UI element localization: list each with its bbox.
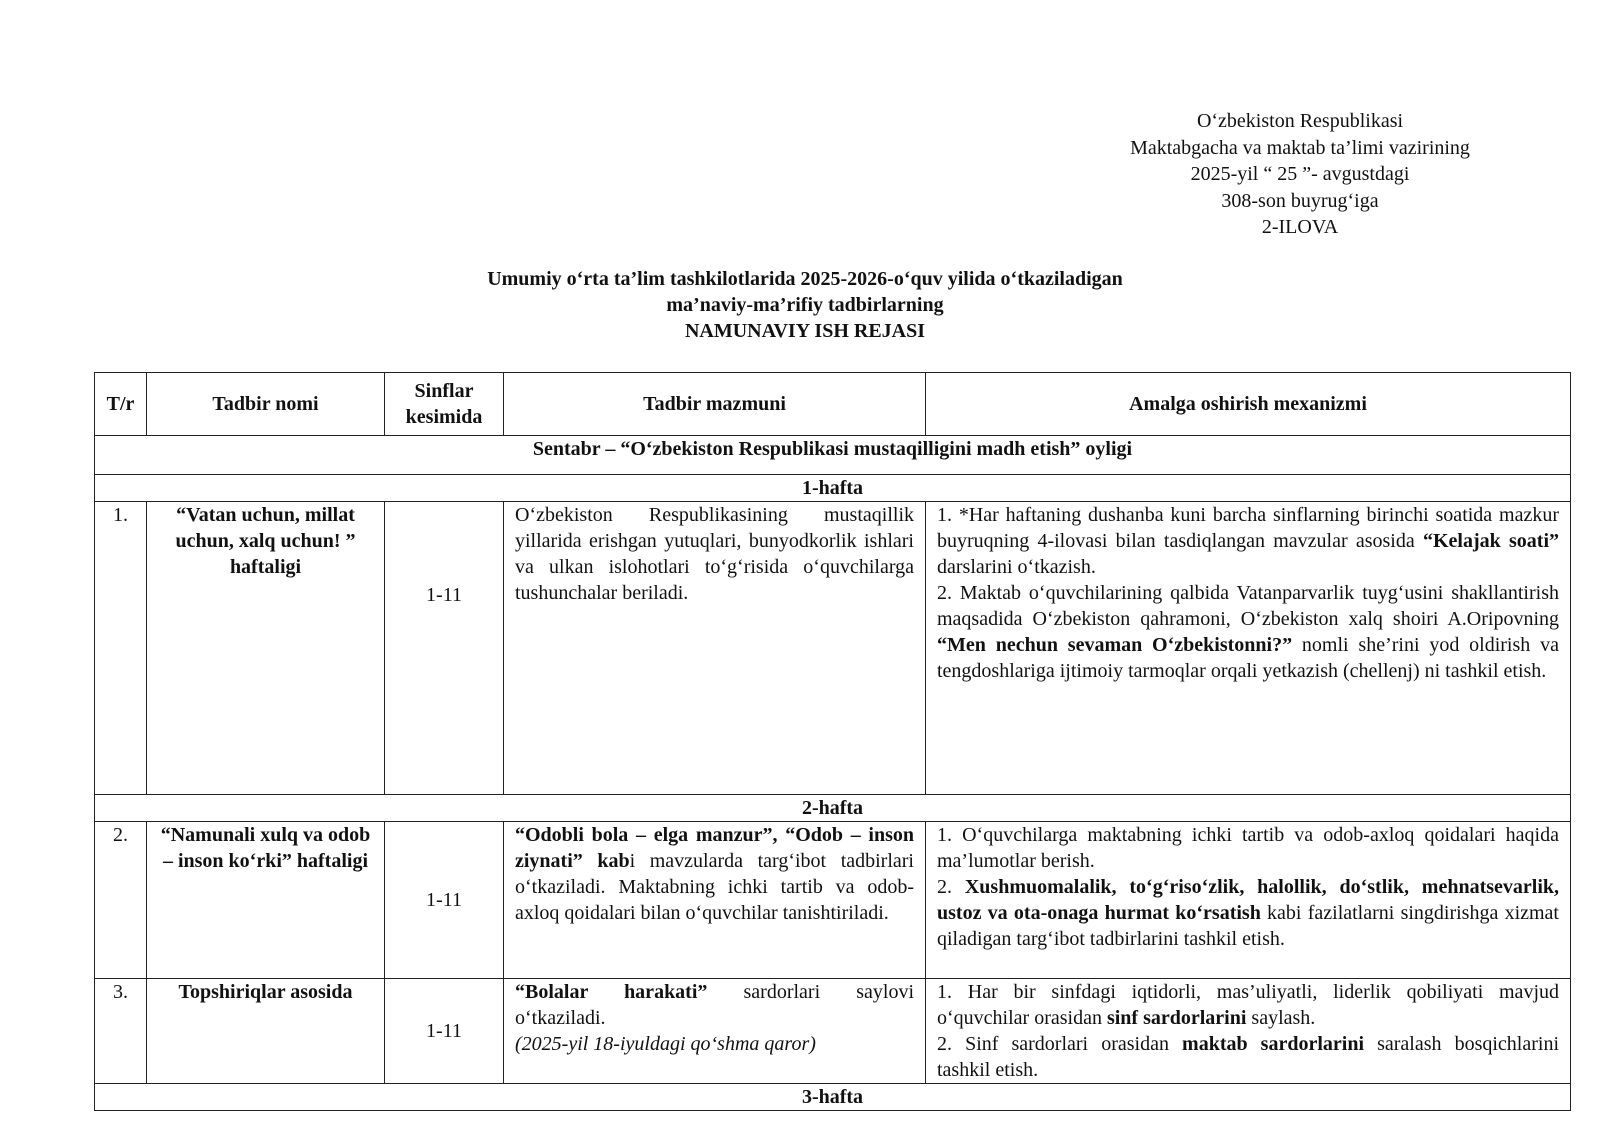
approval-line: Maktabgacha va maktab ta’limi vazirining (1130, 136, 1470, 159)
grade-range: 1-11 (385, 979, 504, 1084)
plan-table (94, 372, 1571, 1111)
title-line: Umumiy o‘rta ta’lim tashkilotlarida 2025-2026-o‘quv yilida o‘tkaziladigan (487, 268, 1123, 290)
row-number: 2. (95, 822, 147, 979)
mechanism-text: kabi fazilatlarni singdirishga xizmat qiladigan targ‘ibot tadbirlarini tashkil etish. (937, 902, 1559, 950)
mechanism-bold: Xushmuomalalik, to‘g‘riso‘zlik, halollik, do‘stlik, mehnatsevarlik, ustoz va ota-onaga hurmat ko‘rsatish (937, 876, 1560, 924)
approval-line: 2025-yil “ 25 ”- avgustdagi (1190, 163, 1410, 185)
week-label: 1-hafta (95, 475, 1571, 502)
mechanism-text: saylash. (1246, 1007, 1316, 1029)
content-italic: (2025-yil 18-iyuldagi qo‘shma qaror) (515, 1033, 816, 1055)
header-grades (385, 373, 504, 436)
event-name: Topshiriqlar asosida (147, 979, 385, 1084)
approval-line: 2-ILOVA (1261, 216, 1339, 238)
week-row (95, 1084, 1571, 1111)
week-row (95, 475, 1571, 502)
table-row (95, 979, 1571, 1084)
content-note (515, 1031, 914, 1057)
header-mechanism: Amalga oshirish mexanizmi (926, 373, 1571, 436)
header-content: Tadbir mazmuni (504, 373, 926, 436)
header-row (95, 373, 1571, 436)
row-number: 3. (95, 979, 147, 1084)
content-text: sardorlari saylovi o‘tkaziladi. (515, 981, 914, 1029)
header-num: T/r (95, 373, 147, 436)
event-content: O‘zbekiston Respublikasining mustaqillik yillarida erishgan yutuqlari, bunyodkorlik ishlari va ulkan islohotlari to‘g‘risida o‘quvchilarga tushunchalar beriladi. (504, 502, 926, 795)
event-name: “Vatan uchun, millat uchun, xalq uchun! ” haftaligi (147, 502, 385, 795)
mechanism-text: saralash bosqichlarini tashkil etish. (937, 1033, 1560, 1081)
content-bold: “Bolalar harakati” (515, 981, 708, 1003)
mechanism-text: 2. Sinf sardorlari orasidan (937, 1033, 1183, 1055)
mechanism-text: 2. Maktab o‘quvchilarining qalbida Vatanparvarlik tuyg‘usini shakllantirish maqsadida O‘zbekiston qahramoni, O‘zbekiston xalq shoiri A.Oripovning (937, 582, 1559, 630)
week-row (95, 795, 1571, 822)
grade-range: 1-11 (385, 822, 504, 979)
mechanism-text: 2. (937, 876, 965, 898)
document-title (400, 266, 1210, 344)
approval-stamp (1080, 108, 1520, 241)
mechanism-item (937, 580, 1559, 684)
mechanism-text: 1. Har bir sinfdagi iqtidorli, mas’uliyatli, liderlik qobiliyati mavjud o‘quvchilar orasidan (937, 981, 1559, 1029)
approval-line: O‘zbekiston Respublikasi (1196, 110, 1404, 132)
mechanism-bold: sinf sardorlarini (1106, 1007, 1247, 1029)
event-mechanism (926, 979, 1571, 1084)
content-text: i mavzularda targ‘ibot tadbirlari o‘tkaziladi. Maktabning ichki tartib va odob-axloq qoidalari bilan o‘quvchilar tanishtiriladi. (515, 850, 914, 924)
event-mechanism (926, 822, 1571, 979)
mechanism-item (937, 979, 1559, 1031)
mechanism-bold: “Men nechun sevaman O‘zbekistonni?” (937, 634, 1293, 656)
mechanism-bold: maktab sardorlarini (1182, 1033, 1365, 1055)
mechanism-text: nomli she’rini yod oldirish va tengdoshlariga ijtimoiy tarmoqlar orqali yetkazish (chellenj) ni tashkil etish. (937, 634, 1559, 682)
week-label: 3-hafta (95, 1084, 1571, 1111)
row-number: 1. (95, 502, 147, 795)
table-row (95, 502, 1571, 795)
title-line: ma’naviy-ma’rifiy tadbirlarning (666, 294, 944, 316)
mechanism-item (937, 874, 1559, 952)
mechanism-item (937, 502, 1559, 580)
content-bold: “Odobli bola – elga manzur”, “Odob – inson ziynati” kab (515, 824, 914, 872)
content-item (515, 979, 914, 1031)
event-content (504, 979, 926, 1084)
event-content (504, 822, 926, 979)
section-row (95, 436, 1571, 475)
mechanism-item: 1. O‘quvchilarga maktabning ichki tartib va odob-axloq qoidalari haqida ma’lumotlar berish. (937, 824, 1559, 872)
event-mechanism (926, 502, 1571, 795)
mechanism-bold: “Kelajak soati” (1422, 530, 1559, 552)
table-row (95, 822, 1571, 979)
header-name: Tadbir nomi (147, 373, 385, 436)
mechanism-text: darslarini o‘tkazish. (937, 556, 1096, 578)
week-label: 2-hafta (95, 795, 1571, 822)
mechanism-item (937, 1031, 1559, 1083)
header-grades-line: kesimida (405, 406, 483, 428)
header-grades-line: Sinflar (414, 380, 474, 402)
mechanism-text: 1. *Har haftaning dushanba kuni barcha sinflarning birinchi soatida mazkur buyruqning 4-ilovasi bilan tasdiqlangan mavzular asosida (937, 504, 1559, 552)
approval-line: 308-son buyrug‘iga (1221, 189, 1379, 212)
section-title: Sentabr – “O‘zbekiston Respublikasi mustaqilligini madh etish” oyligi (95, 436, 1571, 475)
grade-range: 1-11 (385, 502, 504, 795)
event-name: “Namunali xulq va odob – inson ko‘rki” haftaligi (147, 822, 385, 979)
title-line: NAMUNAVIY ISH REJASI (684, 320, 926, 342)
